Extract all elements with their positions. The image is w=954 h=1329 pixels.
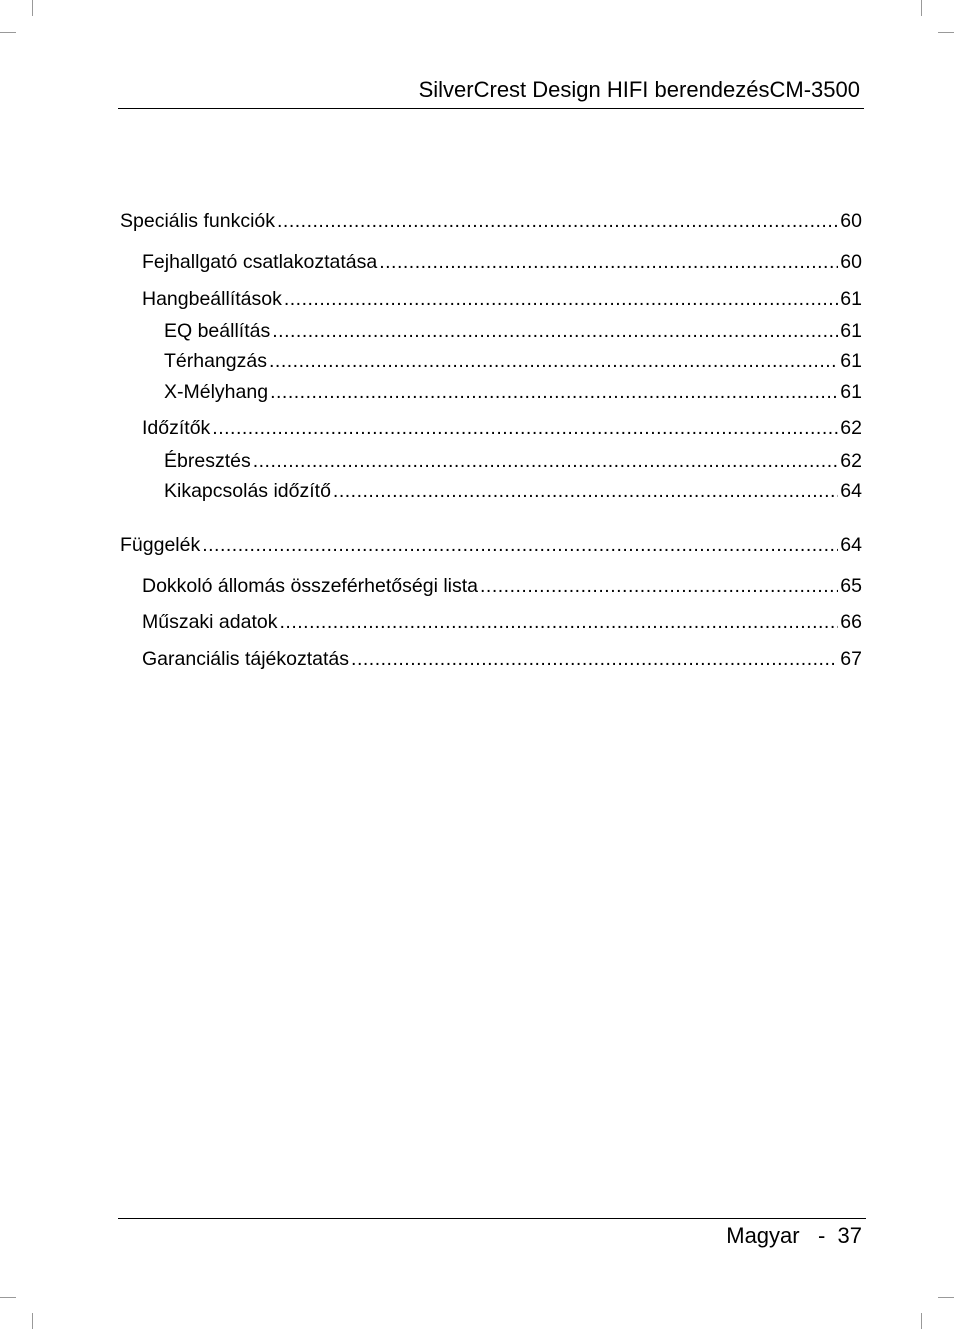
toc-entry-page: 62 bbox=[840, 417, 862, 439]
toc-entry-title: EQ beállítás bbox=[164, 320, 271, 342]
toc-entry[interactable] bbox=[120, 532, 862, 558]
crop-mark-top-left-h bbox=[0, 32, 16, 33]
toc-dot-leader bbox=[270, 379, 838, 405]
footer-separator: - bbox=[817, 1223, 826, 1248]
crop-mark-top-left-v bbox=[32, 0, 33, 16]
toc-entry-page: 61 bbox=[840, 350, 862, 372]
toc-dot-leader bbox=[253, 448, 839, 474]
crop-mark-bottom-left-h bbox=[0, 1297, 16, 1298]
toc-entry[interactable] bbox=[120, 646, 862, 672]
toc-entry-page: 67 bbox=[840, 648, 862, 670]
toc-entry-title: Garanciális tájékoztatás bbox=[142, 648, 350, 670]
toc-entry-title: Időzítők bbox=[142, 417, 211, 439]
toc-dot-leader bbox=[333, 478, 838, 504]
toc-entry-page: 62 bbox=[840, 450, 862, 472]
crop-mark-bottom-left-v bbox=[32, 1313, 33, 1329]
toc-entry-page: 64 bbox=[840, 480, 862, 502]
toc-entry-title: Dokkoló állomás összeférhetőségi lista bbox=[142, 575, 478, 597]
toc-entry[interactable] bbox=[120, 286, 862, 312]
crop-mark-top-right-v bbox=[921, 0, 922, 16]
toc-entry-title: Hangbeállítások bbox=[142, 288, 282, 310]
toc-dot-leader bbox=[279, 609, 838, 635]
toc-dot-leader bbox=[277, 208, 838, 234]
toc-dot-leader bbox=[379, 249, 838, 275]
footer-page-number: 37 bbox=[837, 1223, 862, 1248]
page-header bbox=[118, 74, 864, 109]
toc-entry-title: Műszaki adatok bbox=[142, 611, 278, 633]
crop-mark-bottom-right-h bbox=[938, 1297, 954, 1298]
toc-dot-leader bbox=[480, 573, 838, 599]
toc-entry-page: 66 bbox=[840, 611, 862, 633]
toc-dot-leader bbox=[212, 415, 838, 441]
toc-entry-page: 60 bbox=[840, 251, 862, 273]
toc-dot-leader bbox=[269, 348, 838, 374]
toc-entry-title: Ébresztés bbox=[164, 450, 251, 472]
toc-entry[interactable] bbox=[120, 348, 862, 374]
toc-entry[interactable] bbox=[120, 448, 862, 474]
crop-mark-bottom-right-v bbox=[921, 1313, 922, 1329]
toc-entry[interactable] bbox=[120, 415, 862, 441]
footer-text bbox=[726, 1223, 862, 1249]
header-title: SilverCrest Design HIFI berendezésCM-3500 bbox=[418, 77, 860, 102]
toc-entry-title: Kikapcsolás időzítő bbox=[164, 480, 331, 502]
toc-entry-title: Térhangzás bbox=[164, 350, 267, 372]
toc-entry[interactable] bbox=[120, 609, 862, 635]
toc-entry-page: 64 bbox=[840, 534, 862, 556]
toc-entry-page: 65 bbox=[840, 575, 862, 597]
footer-language: Magyar bbox=[726, 1223, 800, 1248]
toc-entry-title: Fejhallgató csatlakoztatása bbox=[142, 251, 378, 273]
toc-entry[interactable] bbox=[120, 478, 862, 504]
toc-dot-leader bbox=[351, 646, 838, 672]
toc-entry[interactable] bbox=[120, 208, 862, 234]
toc-dot-leader bbox=[272, 318, 838, 344]
toc-entry-page: 61 bbox=[840, 288, 862, 310]
toc-dot-leader bbox=[284, 286, 838, 312]
toc-entry-page: 61 bbox=[840, 381, 862, 403]
toc-entry-page: 60 bbox=[840, 210, 862, 232]
page-footer bbox=[118, 1218, 866, 1259]
toc-entry[interactable] bbox=[120, 379, 862, 405]
toc-entry-page: 61 bbox=[840, 320, 862, 342]
toc-entry[interactable] bbox=[120, 573, 862, 599]
crop-mark-top-right-h bbox=[938, 32, 954, 33]
toc-entry-title: X-Mélyhang bbox=[164, 381, 269, 403]
toc-entry[interactable] bbox=[120, 249, 862, 275]
toc-entry-title: Függelék bbox=[120, 534, 201, 556]
toc-entry-title: Speciális funkciók bbox=[120, 210, 275, 232]
toc-dot-leader bbox=[202, 532, 838, 558]
toc-entry[interactable] bbox=[120, 318, 862, 344]
